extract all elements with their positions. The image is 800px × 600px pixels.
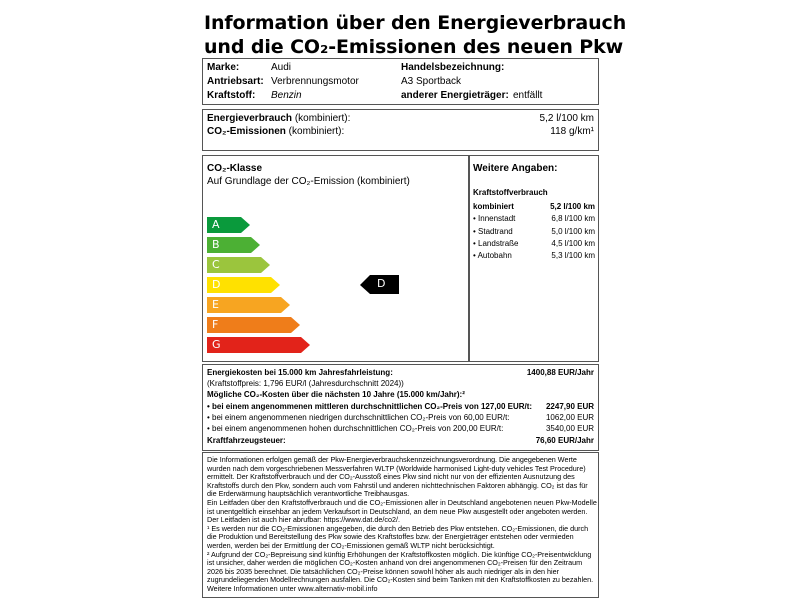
fuel-price-note: (Kraftstoffpreis: 1,796 EUR/l (Jahresdurchschnitt 2024)) <box>207 379 404 388</box>
co2-class-bar-label: A <box>212 218 220 231</box>
trade-name-label: Handelsbezeichnung: <box>401 62 505 73</box>
fuel-label: Kraftstoff: <box>207 90 256 101</box>
co2-class-bar-label: D <box>212 278 221 291</box>
energy-consumption-label: Energieverbrauch (kombiniert): <box>207 113 351 124</box>
fuel-value: Benzin <box>271 90 302 101</box>
vehicle-tax-label: Kraftfahrzeugsteuer: <box>207 436 286 445</box>
vehicle-tax-value: 76,60 EUR/Jahr <box>535 436 594 445</box>
energy-costs-value: 1400,88 EUR/Jahr <box>526 368 594 377</box>
co2-emissions-value: 118 g/km¹ <box>550 126 594 137</box>
title-line-2: und die CO₂-Emissionen des neuen Pkw <box>204 35 624 58</box>
label-title <box>204 12 626 59</box>
fuel-consumption-row-value: 6,8 l/100 km <box>551 214 595 224</box>
co2-cost-low-label: • bei einem angenommenen niedrigen durchschnittlichen CO₂-Preis von 60,00 EUR/t: <box>207 413 510 422</box>
note-paragraph-1: Die Informationen erfolgen gemäß der Pkw-Energieverbrauchskennzeichnungsverordnung. Die angegebenen Werte wurden nach dem vorgeschriebenen Messverfahren WLTP (Worldwide harmonised Light-duty vehicles Test Procedure) ermittelt. Der Kraftstoffverbrauch und der CO₂-Ausstoß eines Pkw sind nicht nur von der effizienten Ausnutzung des Kraftstoffs durch den Pkw, sondern auch vom Fahrstil und anderen nichttechnischen Faktoren abhängig. CO₂ ist das für die Erderwärmung hauptsächlich verantwortliche Treibhausgas. <box>207 455 588 499</box>
notes-text <box>207 456 597 594</box>
current-class-marker <box>360 275 400 300</box>
co2-class-bar-d <box>207 277 280 293</box>
drive-value: Verbrennungsmotor <box>271 76 359 87</box>
co2-class-bar-label: E <box>212 298 219 311</box>
energy-costs-label: Energiekosten bei 15.000 km Jahresfahrleistung: <box>207 368 393 377</box>
co2-costs-label: Mögliche CO₂-Kosten über die nächsten 10 Jahre (15.000 km/Jahr):² <box>207 390 465 399</box>
fuel-consumption-row-label: kombiniert <box>473 202 514 211</box>
co2-cost-mid-label: • bei einem angenommenen mittleren durchschnittlichen CO₂-Preis von 127,00 EUR/t: <box>207 402 533 411</box>
current-class-letter: D <box>377 277 386 290</box>
note-paragraph-2: Ein Leitfaden über den Kraftstoffverbrauch und die CO₂-Emissionen aller in Deutschland angebotenen neuen Pkw-Modelle ist unentgeltlich einsehbar an jedem Verkaufsort in Deutschland, an dem neue Pkw ausgestellt oder angeboten werden. Der Leitfaden ist auch hier abrufbar: https://www.dat.de/co2/. <box>207 497 597 525</box>
note-paragraph-4: ² Aufgrund der CO₂-Bepreisung sind künftig Erhöhungen der Kraftstoffkosten möglich. Die künftige CO₂-Preisentwicklung ist unsicher, daher werden die möglichen CO₂-Kosten anhand von drei angenommenen CO₂-Preisen für den Zeitraum 2026 bis 2035 berechnet. Die tatsächlichen CO₂-Preise können sowohl höher als auch niedriger als in den hier zugrundeliegenden Modellrechnungen ausfallen. Die CO₂-Kosten sind beim Tanken mit den Kraftstoffkosten zu bezahlen. Weitere Informationen unter www.alternativ-mobil.info <box>207 549 594 593</box>
co2-class-subheading: Auf Grundlage der CO₂-Emission (kombiniert) <box>207 176 410 187</box>
co2-class-bar-g <box>207 337 310 353</box>
co2-class-bar-e <box>207 297 290 313</box>
costs-box <box>202 364 599 451</box>
co2-class-bar-c <box>207 257 270 273</box>
co2-class-bar-label: F <box>212 318 219 331</box>
fuel-consumption-row-label: • Innenstadt <box>473 214 516 224</box>
co2-class-box <box>202 155 469 362</box>
co2-cost-mid-value: 2247,90 EUR <box>545 402 594 411</box>
energy-consumption-value: 5,2 l/100 km <box>539 113 594 124</box>
other-energy-label: anderer Energieträger: <box>401 90 509 101</box>
co2-class-bar-a <box>207 217 250 233</box>
fuel-consumption-row-value: 4,5 l/100 km <box>551 238 595 248</box>
fuel-consumption-row-value: 5,3 l/100 km <box>551 251 595 261</box>
co2-class-bar-label: C <box>212 258 220 271</box>
fuel-consumption-row-label: • Landstraße <box>473 238 519 248</box>
co2-class-heading: CO₂-Klasse <box>207 163 263 174</box>
brand-label: Marke: <box>207 62 240 73</box>
consumption-box <box>202 109 599 151</box>
drive-label: Antriebsart: <box>207 76 264 87</box>
title-line-1: Information über den Energieverbrauch <box>204 12 627 34</box>
vehicle-info-box <box>202 58 599 105</box>
trade-name-value: A3 Sportback <box>401 76 462 87</box>
fuel-consumption-subheading: Kraftstoffverbrauch <box>473 188 548 197</box>
fuel-consumption-row-label: • Autobahn <box>473 251 512 261</box>
co2-class-bar-b <box>207 237 260 253</box>
further-info-box <box>469 155 599 362</box>
brand-value: Audi <box>271 62 292 73</box>
co2-class-bar-label: G <box>212 338 221 351</box>
co2-cost-low-value: 1062,00 EUR <box>545 413 594 422</box>
other-energy-value: entfällt <box>513 90 543 101</box>
notes-box <box>202 452 599 598</box>
fuel-consumption-row-label: • Stadtrand <box>473 226 513 236</box>
co2-cost-high-value: 3540,00 EUR <box>545 424 594 433</box>
note-paragraph-3: ¹ Es werden nur die CO₂-Emissionen angegeben, die durch den Betrieb des Pkw entstehen. CO₂-Emissionen, die durch die Produktion und Bereitstellung des Pkw sowie des Kraftstoffes bzw. der Energieträger entstehen oder vermieden werden, werden bei der Ermittlung der CO₂-Emissionen gemäß WLTP nicht berücksichtigt. <box>207 523 589 550</box>
fuel-consumption-row-value: 5,0 l/100 km <box>551 226 595 236</box>
co2-class-bar-label: B <box>212 238 220 251</box>
fuel-consumption-row-value: 5,2 l/100 km <box>550 202 595 211</box>
further-heading: Weitere Angaben: <box>473 163 558 174</box>
co2-class-bar-f <box>207 317 300 333</box>
co2-cost-high-label: • bei einem angenommenen hohen durchschnittlichen CO₂-Preis von 200,00 EUR/t: <box>207 424 504 433</box>
co2-emissions-label: CO₂-Emissionen (kombiniert): <box>207 126 345 137</box>
